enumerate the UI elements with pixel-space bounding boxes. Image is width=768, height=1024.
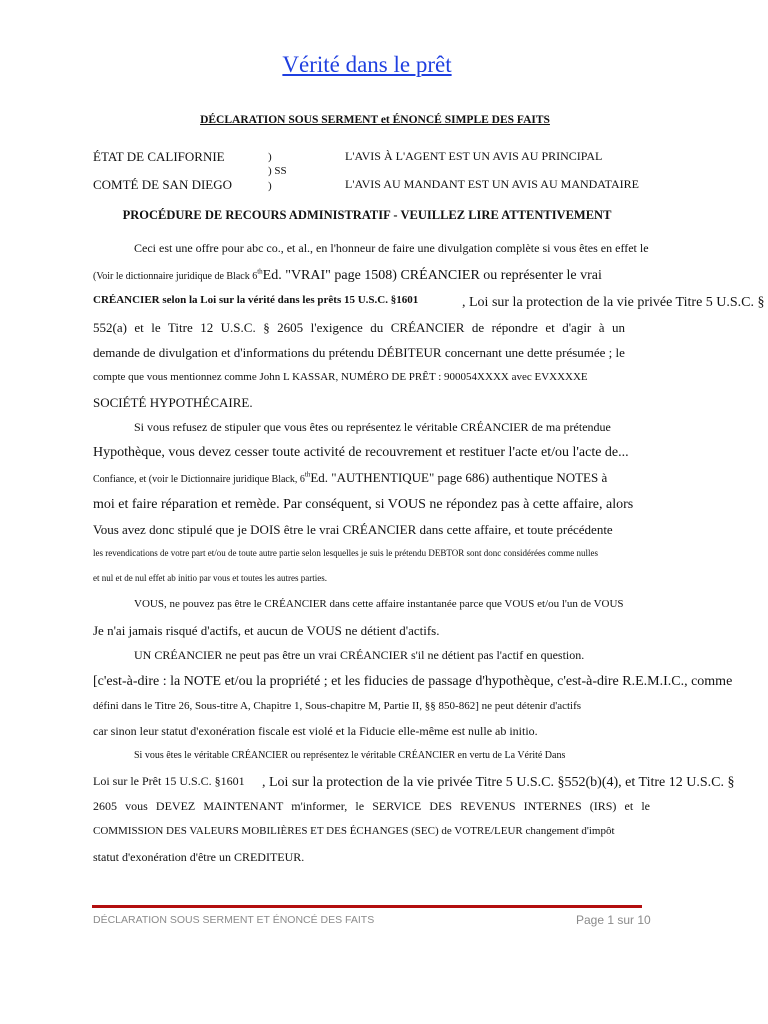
body-line-22b: , Loi sur la protection de la vie privée Titre 5 U.S.C. §552(b)(4), et Titre 12 U.S.C. § bbox=[262, 775, 735, 790]
notice-principal: L'AVIS AU MANDANT EST UN AVIS AU MANDATAIRE bbox=[345, 177, 640, 191]
body-line-12: Vous avez donc stipulé que je DOIS être le vrai CRÉANCIER dans cette affaire, et toute précédente bbox=[93, 522, 613, 537]
venue-paren-bottom: ) bbox=[268, 180, 272, 192]
body-line-5: demande de divulgation et d'informations du prétendu DÉBITEUR concernant une dette présumée ; le bbox=[93, 345, 625, 360]
body-line-9: Hypothèque, vous devez cesser toute activité de recouvrement et restituer l'acte et/ou l'acte de... bbox=[93, 445, 629, 460]
body-line-25: statut d'exonération d'être un CREDITEUR. bbox=[93, 850, 305, 864]
body-line-15: VOUS, ne pouvez pas être le CRÉANCIER dans cette affaire instantanée parce que VOUS et/ou l'un de VOUS bbox=[134, 598, 624, 610]
venue-state: ÉTAT DE CALIFORNIE bbox=[93, 149, 225, 164]
body-line-23: 2605 vous DEVEZ MAINTENANT m'informer, le SERVICE DES REVENUS INTERNES (IRS) et le bbox=[93, 799, 650, 813]
body-line-20: car sinon leur statut d'exonération fiscale est violé et la Fiducie elle-même est nulle ab initio. bbox=[93, 724, 538, 738]
body-line-1: Ceci est une offre pour abc co., et al., en l'honneur de faire une divulgation complète si vous êtes en effet le bbox=[134, 241, 649, 255]
venue-paren-top: ) bbox=[268, 151, 272, 163]
page-number: Page 1 sur 10 bbox=[576, 913, 651, 927]
body-line-18: [c'est-à-dire : la NOTE et/ou la propriété ; et les fiducies de passage d'hypothèque, c'est-à-dire R.E.M.I.C., comme bbox=[93, 674, 733, 689]
body-line-19: défini dans le Titre 26, Sous-titre A, Chapitre 1, Sous-chapitre M, Partie II, §§ 850-862] ne peut détenir d'actifs bbox=[93, 700, 582, 712]
body-line-2a: (Voir le dictionnaire juridique de Black 6 bbox=[93, 271, 258, 282]
venue-paren-ss: ) SS bbox=[268, 165, 287, 177]
body-line-17: UN CRÉANCIER ne peut pas être un vrai CRÉANCIER s'il ne détient pas l'actif en question. bbox=[134, 648, 585, 662]
section-heading: PROCÉDURE DE RECOURS ADMINISTRATIF - VEUILLEZ LIRE ATTENTIVEMENT bbox=[122, 208, 612, 222]
venue-county: COMTÉ DE SAN DIEGO bbox=[93, 177, 233, 192]
document-title: Vérité dans le prêt bbox=[282, 52, 452, 77]
subtitle-rest: ÉNONCÉ SIMPLE DES FAITS bbox=[389, 114, 550, 126]
body-line-13: les revendications de votre part et/ou de toute autre partie selon lesquelles je suis le prétendu DEBTOR sont donc considérées comme nulles bbox=[93, 548, 598, 558]
notice-agent: L'AVIS À L'AGENT EST UN AVIS AU PRINCIPAL bbox=[345, 149, 603, 163]
body-line-10a: Confiance, et (voir le Dictionnaire juridique Black, 6 bbox=[93, 474, 305, 485]
body-line-4: 552(a) et le Titre 12 U.S.C. § 2605 l'exigence du CRÉANCIER de répondre et d'agir à un bbox=[93, 320, 625, 335]
footer-title: DÉCLARATION SOUS SERMENT ET ÉNONCÉ DES FAITS bbox=[93, 914, 375, 926]
body-line-2b: Ed. "VRAI" page 1508) CRÉANCIER ou représenter le vrai bbox=[262, 268, 602, 283]
body-line-10 bbox=[93, 471, 607, 485]
body-line-2 bbox=[93, 268, 602, 283]
body-line-3a: CRÉANCIER selon la Loi sur la vérité dans les prêts 15 U.S.C. §1601 bbox=[93, 294, 419, 306]
body-line-21: Si vous êtes le véritable CRÉANCIER ou représentez le véritable CRÉANCIER en vertu de La Vérité Dans bbox=[134, 750, 566, 761]
body-line-3b: , Loi sur la protection de la vie privée Titre 5 U.S.C. § bbox=[462, 295, 765, 310]
body-line-24: COMMISSION DES VALEURS MOBILIÈRES ET DES ÉCHANGES (SEC) de VOTRE/LEUR changement d'impôt bbox=[93, 825, 615, 837]
subtitle-et: et bbox=[380, 114, 390, 126]
body-line-10b: Ed. "AUTHENTIQUE" page 686) authentique NOTES à bbox=[310, 470, 608, 485]
body-line-14: et nul et de nul effet ab initio par vous et toutes les autres parties. bbox=[93, 573, 328, 583]
body-line-16: Je n'ai jamais risqué d'actifs, et aucun de VOUS ne détient d'actifs. bbox=[93, 623, 440, 638]
body-line-8: Si vous refusez de stipuler que vous êtes ou représentez le véritable CRÉANCIER de ma prétendue bbox=[134, 420, 611, 434]
subtitle-main: DÉCLARATION SOUS SERMENT bbox=[200, 114, 381, 126]
footer-rule bbox=[92, 905, 642, 908]
body-line-6: compte que vous mentionnez comme John L KASSAR, NUMÉRO DE PRÊT : 900054XXXX avec EVXXXXE bbox=[93, 371, 588, 383]
superscript-th-2: th bbox=[304, 470, 311, 479]
body-line-7: SOCIÉTÉ HYPOTHÉCAIRE. bbox=[93, 395, 253, 410]
document-subtitle bbox=[0, 114, 750, 126]
body-line-22a: Loi sur le Prêt 15 U.S.C. §1601 bbox=[93, 774, 245, 788]
body-line-11: moi et faire réparation et remède. Par conséquent, si VOUS ne répondez pas à cette affaire, alors bbox=[93, 497, 634, 512]
superscript-th: th bbox=[257, 267, 263, 276]
